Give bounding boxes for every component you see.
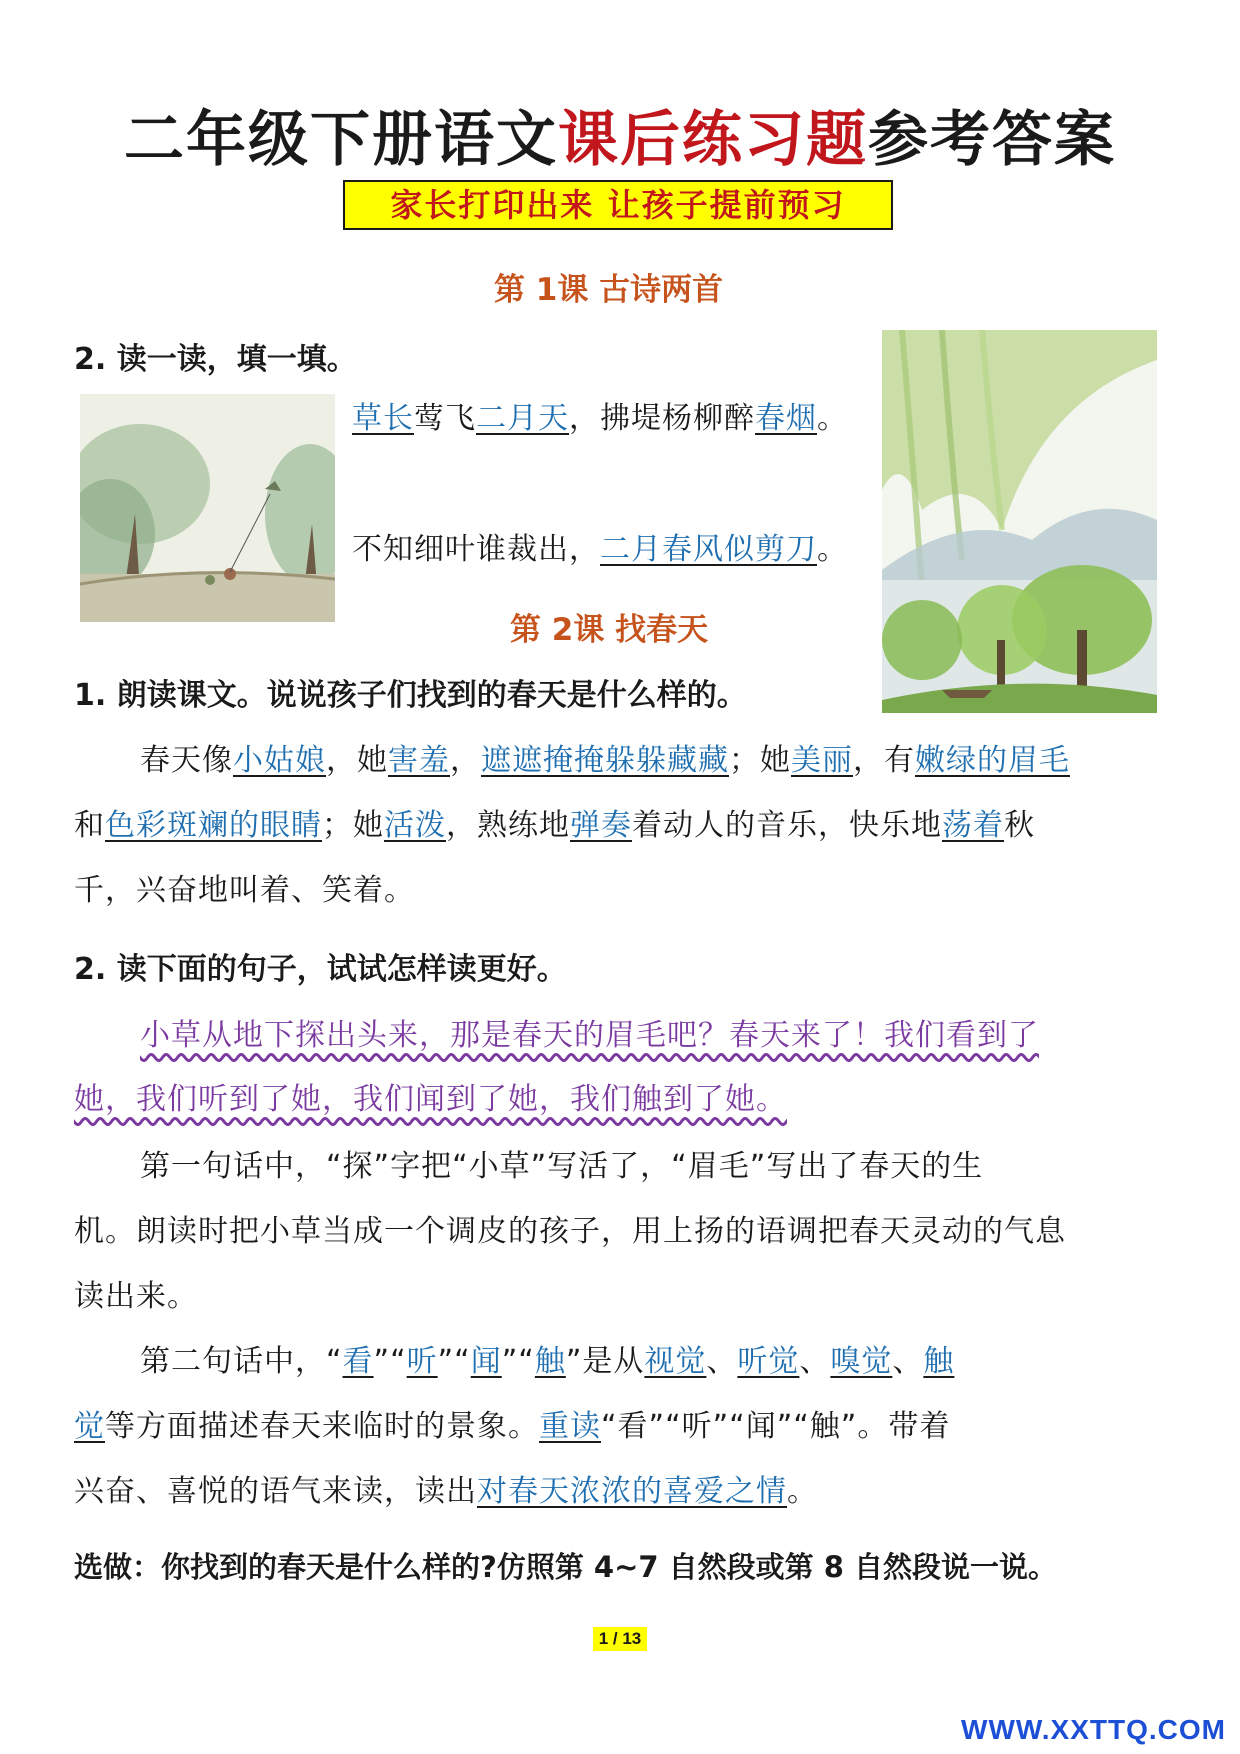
text: ；她	[729, 743, 791, 778]
banner: 家长打印出来 让孩子提前预习	[343, 180, 893, 230]
text: 、	[892, 1344, 924, 1379]
explain2-line-3	[74, 1466, 818, 1510]
text: ，熟练地	[446, 808, 570, 843]
text: 莺飞	[414, 401, 476, 436]
text: ，有	[853, 743, 915, 778]
explain-line-1: 第一句话中，“探”字把“小草”写活了，“眉毛”写出了春天的生	[140, 1149, 984, 1184]
text: ，	[450, 743, 481, 778]
lesson1-title: 第 1课 古诗两首	[494, 272, 724, 308]
answer: 嗅觉	[830, 1344, 893, 1379]
answer: 听觉	[737, 1344, 800, 1379]
answer: 二月天	[476, 401, 569, 436]
text: ”“	[437, 1344, 471, 1379]
answer-line-1	[140, 735, 1070, 779]
answer: 对春天浓浓的喜爱之情	[477, 1474, 787, 1509]
answer: 闻	[470, 1344, 502, 1379]
answer: 色彩斑斓的眼睛	[105, 808, 322, 843]
willow-river-illustration	[882, 330, 1157, 713]
explain2-line-2	[74, 1401, 950, 1445]
site-watermark: WWW.XXTTQ.COM	[961, 1714, 1226, 1745]
text: 第二句话中，“	[140, 1344, 343, 1379]
text: 、	[799, 1344, 831, 1379]
explain-line-3: 读出来。	[74, 1279, 198, 1314]
answer: 看	[342, 1344, 374, 1379]
answer: 害羞	[388, 743, 450, 778]
optional-task: 选做：你找到的春天是什么样的?仿照第 4~7 自然段或第 8 自然段说一说。	[74, 1550, 1058, 1584]
answer: 视觉	[644, 1344, 707, 1379]
answer: 触	[534, 1344, 566, 1379]
lesson1-question: 2. 读一读，填一填。	[74, 342, 357, 377]
answer: 小姑娘	[233, 743, 326, 778]
page-title	[0, 92, 1240, 178]
text: ”“	[373, 1344, 407, 1379]
text: ，她	[326, 743, 388, 778]
text: 。	[787, 1474, 818, 1509]
lesson2-question-1: 1. 朗读课文。说说孩子们找到的春天是什么样的。	[74, 678, 747, 713]
text: 着动人的音乐，快乐地	[632, 808, 942, 843]
answer: 听	[406, 1344, 438, 1379]
text: “看”“听”“闻”“触”。带着	[601, 1409, 951, 1444]
answer: 觉	[74, 1409, 105, 1444]
lesson2-title: 第 2课 找春天	[510, 612, 709, 648]
text: 和	[74, 808, 105, 843]
answer: 美丽	[791, 743, 853, 778]
poem-line-1	[352, 393, 848, 437]
answer: 荡着	[942, 808, 1004, 843]
answer: 重读	[539, 1409, 601, 1444]
answer: 遮遮掩掩躲躲藏藏	[481, 743, 729, 778]
willow-kite-illustration	[80, 394, 335, 622]
answer-line-2	[74, 800, 1035, 844]
answer: 触	[923, 1344, 955, 1379]
answer: 二月春风似剪刀	[600, 532, 817, 567]
text: 秋	[1004, 808, 1035, 843]
answer: 活泼	[384, 808, 446, 843]
text: ”是从	[565, 1344, 645, 1379]
quote-line-2: 她，我们听到了她，我们闻到了她，我们触到了她。	[74, 1082, 787, 1117]
text: ；她	[322, 808, 384, 843]
text: ”“	[501, 1344, 535, 1379]
answer: 嫩绿的眉毛	[915, 743, 1070, 778]
lesson2-question-2: 2. 读下面的句子，试试怎样读更好。	[74, 952, 567, 987]
page-number: 1 / 13	[593, 1627, 647, 1651]
answer: 草长	[352, 401, 414, 436]
text: 春天像	[140, 743, 233, 778]
poem-line-2	[352, 524, 848, 568]
text: 等方面描述春天来临时的景象。	[105, 1409, 539, 1444]
title-part-1: 二年级下册语文	[124, 105, 558, 175]
text: 兴奋、喜悦的语气来读，读出	[74, 1474, 477, 1509]
text: 。	[817, 401, 848, 436]
explain-line-2: 机。朗读时把小草当成一个调皮的孩子，用上扬的语调把春天灵动的气息	[74, 1214, 1066, 1249]
title-part-3: 参考答案	[868, 105, 1116, 175]
text: 不知细叶谁裁出，	[352, 532, 600, 567]
answer: 春烟	[755, 401, 817, 436]
text: ，拂堤杨柳醉	[569, 401, 755, 436]
answer: 弹奏	[570, 808, 632, 843]
answer-line-3: 千，兴奋地叫着、笑着。	[74, 873, 415, 908]
explain2-line-1	[140, 1336, 954, 1380]
title-part-2: 课后练习题	[558, 105, 868, 175]
text: 、	[706, 1344, 738, 1379]
quote-line-1: 小草从地下探出头来，那是春天的眉毛吧？春天来了！我们看到了	[140, 1018, 1039, 1053]
text: 。	[817, 532, 848, 567]
